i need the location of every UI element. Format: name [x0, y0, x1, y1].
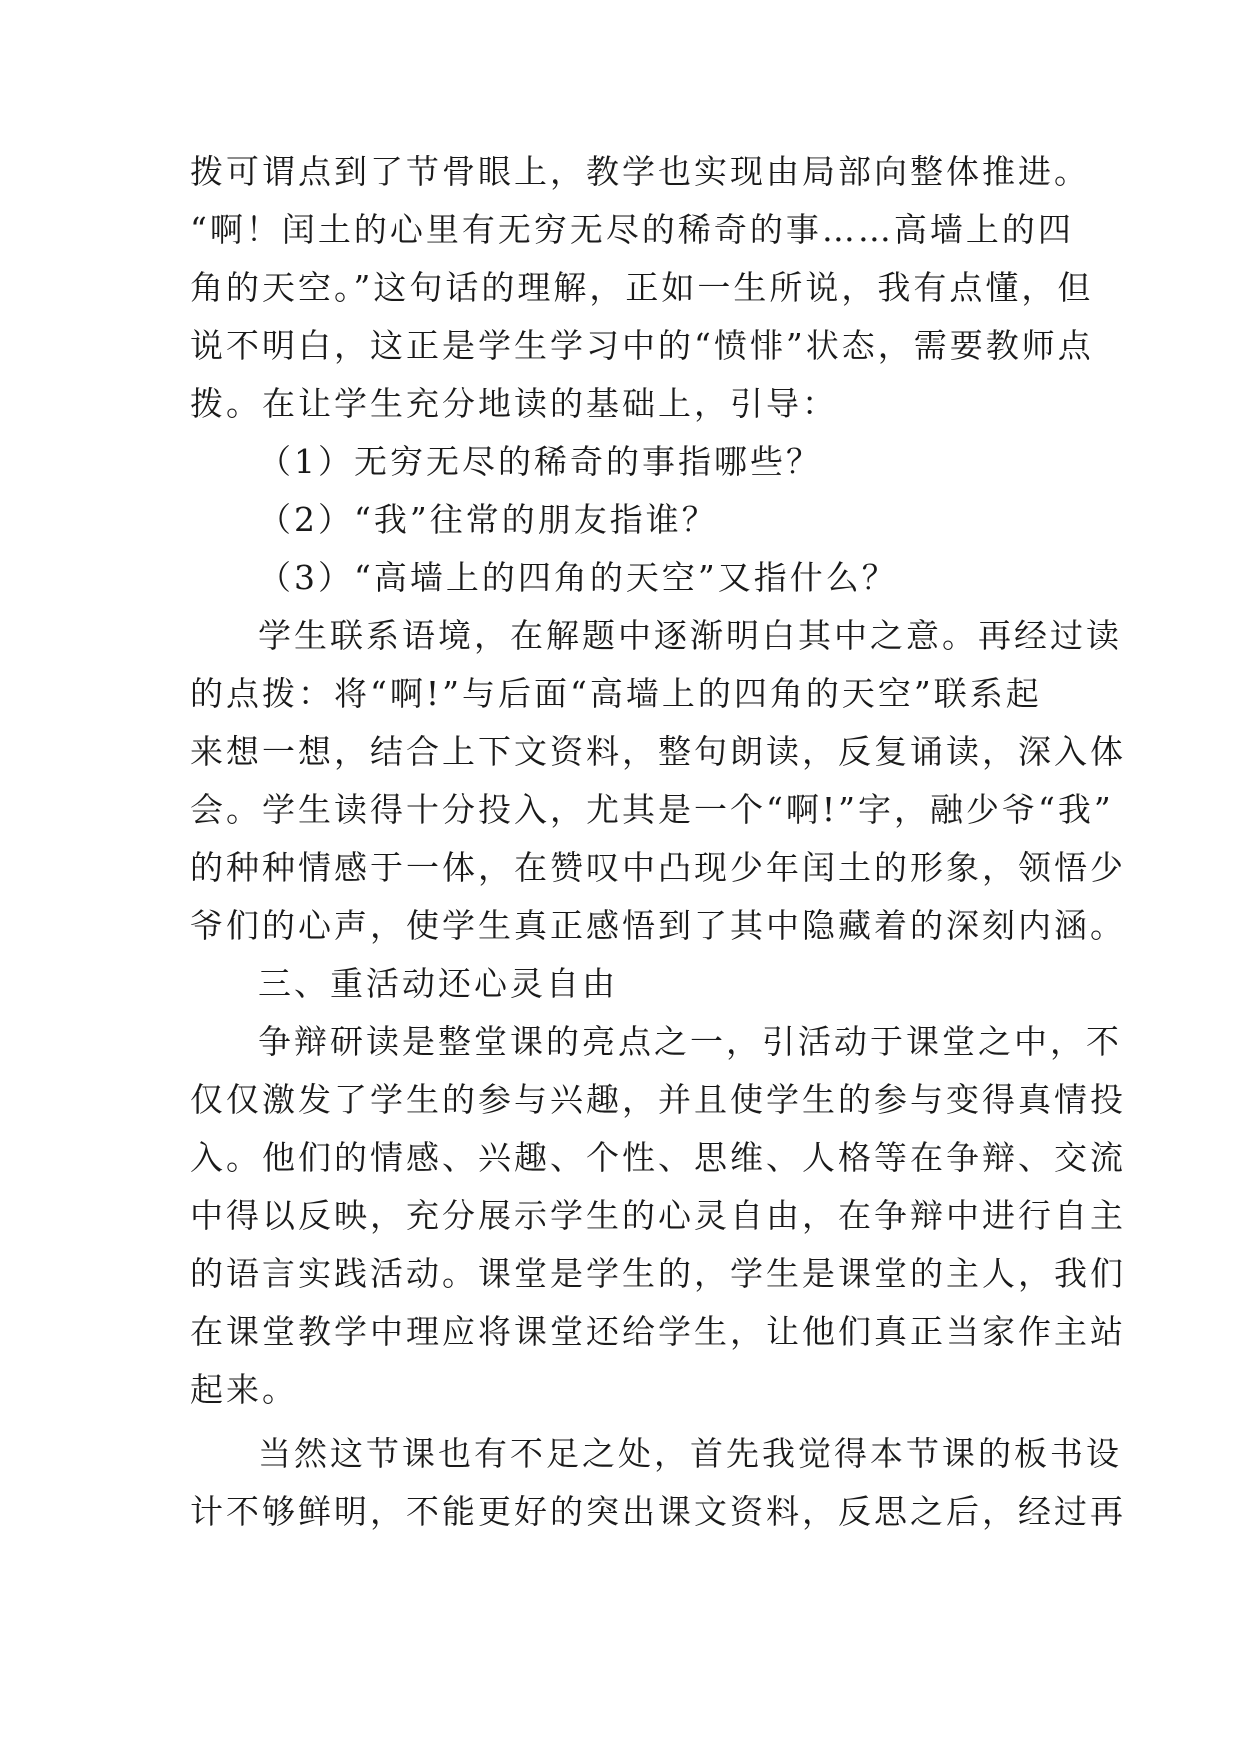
text-line: “啊！闰土的心里有无穷无尽的稀奇的事……高墙上的四 — [190, 210, 1074, 249]
text-line: 计不够鲜明，不能更好的突出课文资料，反思之后，经过再 — [190, 1492, 1126, 1531]
text-line: 的点拨：将“啊!”与后面“高墙上的四角的天空”联系起 — [190, 674, 1042, 713]
paragraph-start: 当然这节课也有不足之处，首先我觉得本节课的板书设 — [258, 1434, 1122, 1473]
text-line: 入。他们的情感、兴趣、个性、思维、人格等在争辩、交流 — [190, 1138, 1126, 1177]
paragraph-start: 争辩研读是整堂课的亮点之一，引活动于课堂之中，不 — [258, 1022, 1122, 1061]
question-item: （3）“高墙上的四角的天空”又指什么？ — [258, 558, 898, 597]
text-line: 的种种情感于一体，在赞叹中凸现少年闰土的形象，领悟少 — [190, 848, 1126, 887]
text-line: 说不明白，这正是学生学习中的“愤悱”状态，需要教师点 — [190, 326, 1094, 365]
question-item: （1）无穷无尽的稀奇的事指哪些？ — [258, 442, 822, 481]
text-line: 起来。 — [190, 1370, 298, 1409]
text-line: 爷们的心声，使学生真正感悟到了其中隐藏着的深刻内涵。 — [190, 906, 1126, 945]
text-line: 来想一想，结合上下文资料，整句朗读，反复诵读，深入体 — [190, 732, 1126, 771]
text-line: 中得以反映，充分展示学生的心灵自由，在争辩中进行自主 — [190, 1196, 1126, 1235]
text-line: 仅仅激发了学生的参与兴趣，并且使学生的参与变得真情投 — [190, 1080, 1126, 1119]
text-line: 拨可谓点到了节骨眼上，教学也实现由局部向整体推进。 — [190, 152, 1090, 191]
text-line: 在课堂教学中理应将课堂还给学生，让他们真正当家作主站 — [190, 1312, 1126, 1351]
text-line: 角的天空。”这句话的理解，正如一生所说，我有点懂，但 — [190, 268, 1094, 307]
text-line: 会。学生读得十分投入，尤其是一个“啊!”字，融少爷“我” — [190, 790, 1114, 829]
paragraph-start: 学生联系语境，在解题中逐渐明白其中之意。再经过读 — [258, 616, 1122, 655]
text-line: 拨。在让学生充分地读的基础上，引导： — [190, 384, 838, 423]
section-heading: 三、重活动还心灵自由 — [258, 964, 618, 1003]
text-line: 的语言实践活动。课堂是学生的，学生是课堂的主人，我们 — [190, 1254, 1126, 1293]
question-item: （2）“我”往常的朋友指谁？ — [258, 500, 718, 539]
